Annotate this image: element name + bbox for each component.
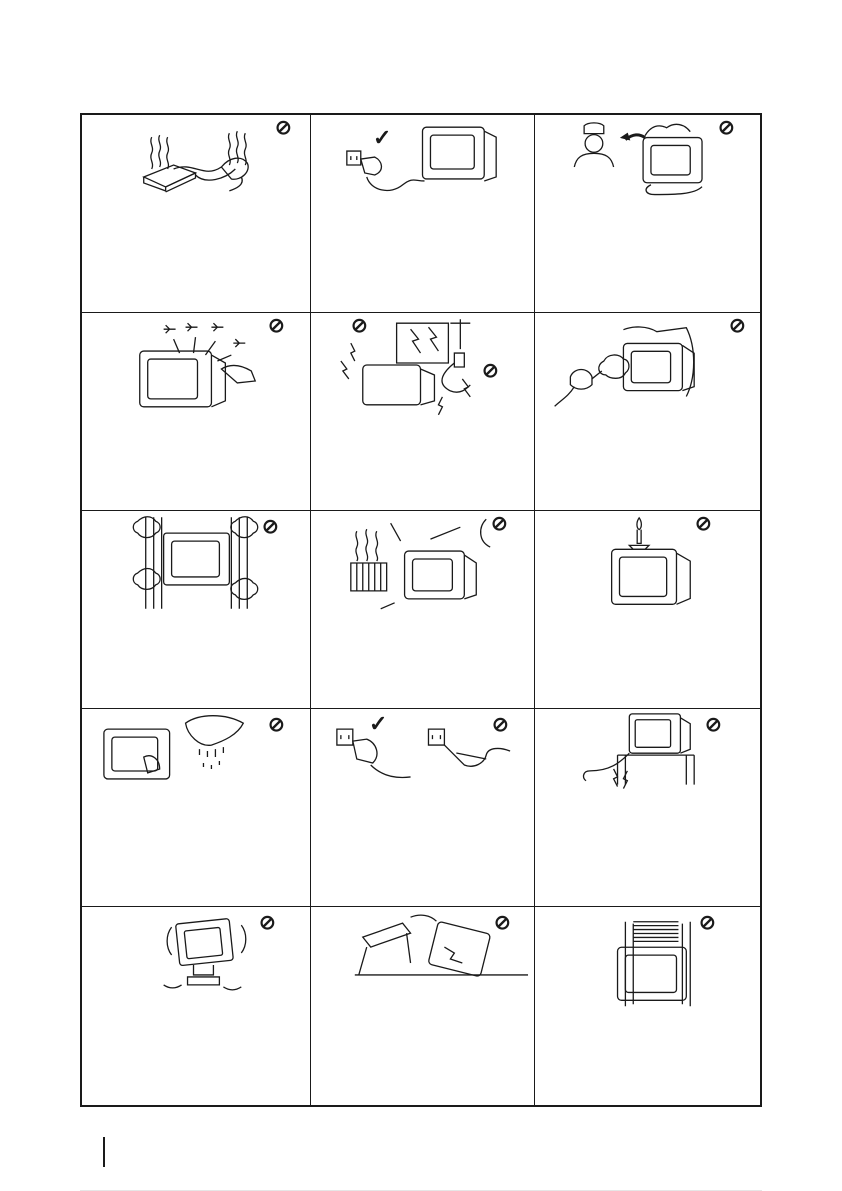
prohibited-icon: ⊘: [492, 714, 509, 736]
steam-moisture-illustration: [535, 313, 760, 423]
prohibited-icon: ⊘: [259, 912, 276, 934]
safety-cell-ventilation-objects: [82, 313, 311, 511]
prohibited-icon: ⊘: [275, 117, 292, 139]
lightning-storm-illustration: [311, 313, 534, 423]
safety-cell-candle: [535, 511, 760, 709]
candle-on-tv-illustration: [535, 511, 760, 621]
safety-grid: [80, 113, 762, 1107]
safety-cell-plug-in: [311, 115, 535, 313]
objects-on-tv-illustration: [535, 907, 760, 1017]
prohibited-icon: ⊘: [351, 315, 368, 337]
safety-cell-objects-on-tv: [535, 907, 760, 1105]
safety-cell-unplug: [311, 709, 535, 907]
damaged-cord-illustration: [535, 709, 760, 819]
prohibited-icon: ⊘: [699, 912, 716, 934]
prohibited-icon: ⊘: [262, 516, 279, 538]
safety-cell-moisture: [535, 313, 760, 511]
plug-in-tv-illustration: [311, 115, 534, 225]
page-margin-rule: [103, 1137, 105, 1167]
checkmark-icon: ✓: [369, 711, 388, 736]
safety-cell-enclosed-space: [82, 511, 311, 709]
prohibited-icon: ⊘: [491, 513, 508, 535]
safety-cell-overloaded-outlet: [82, 115, 311, 313]
unstable-stand-illustration: [82, 907, 310, 1017]
prohibited-icon: ⊘: [695, 513, 712, 535]
safety-cell-lightning: [311, 313, 535, 511]
safety-cell-service: [535, 115, 760, 313]
prohibited-icon: ⊘: [494, 912, 511, 934]
prohibited-icon: ⊘: [268, 315, 285, 337]
safety-cell-damaged-cord: [535, 709, 760, 907]
safety-cell-tv-falling: [311, 907, 535, 1105]
safety-cell-heat-sun: [311, 511, 535, 709]
prohibited-icon: ⊘: [268, 714, 285, 736]
prohibited-icon: ⊘: [718, 117, 735, 139]
prohibited-icon: ⊘: [482, 360, 499, 382]
safety-cell-unstable-stand: [82, 907, 311, 1105]
checkmark-icon: ✓: [373, 125, 392, 150]
prohibited-icon: ⊘: [705, 714, 722, 736]
prohibited-icon: ⊘: [729, 315, 746, 337]
safety-cell-wet-cleaning: [82, 709, 311, 907]
